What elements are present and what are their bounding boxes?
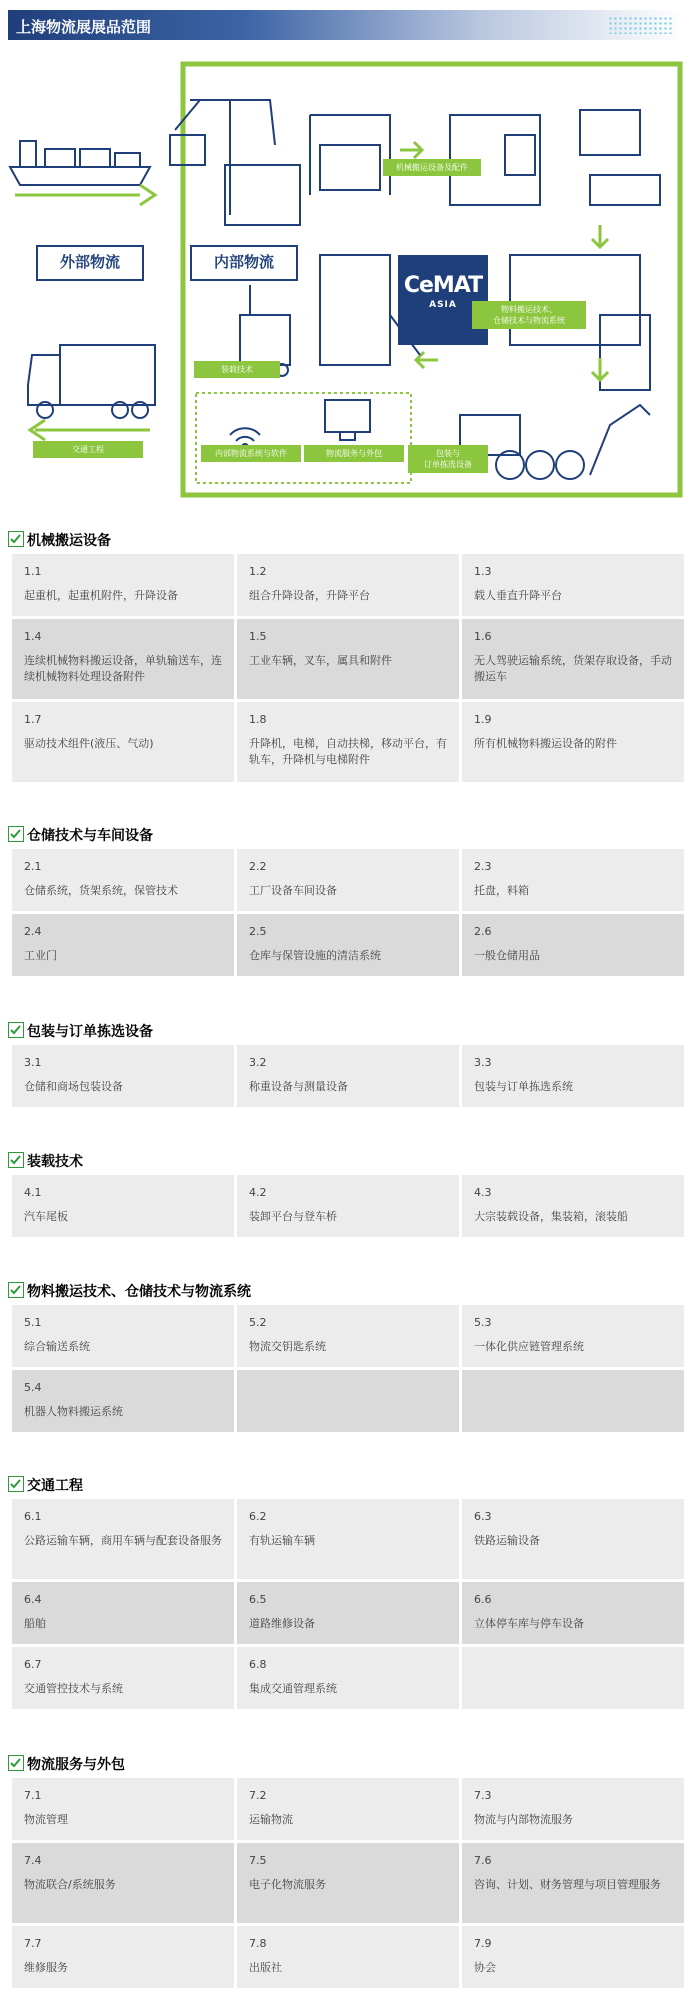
- category-cell: [462, 702, 684, 782]
- section-header: [8, 1279, 684, 1301]
- category-number: 7.9: [474, 1937, 492, 1950]
- category-cell: [462, 1843, 684, 1923]
- category-number: 6.7: [24, 1658, 42, 1671]
- section-grid: [12, 1305, 684, 1432]
- section-title: 物料搬运技术、仓储技术与物流系统: [27, 1284, 251, 1300]
- label-services: 物流服务与外包: [304, 445, 404, 462]
- category-number: 6.5: [249, 1593, 267, 1606]
- monitor-icon: [325, 400, 370, 440]
- category-number: 7.1: [24, 1789, 42, 1802]
- category-cell: [462, 1175, 684, 1237]
- category-text: 连续机械物料搬运设备，单轨输送车，连续机械物料处理设备附件: [24, 654, 222, 683]
- checkbox-icon: [8, 826, 24, 842]
- category-cell: [12, 1647, 234, 1709]
- category-text: 载人垂直升降平台: [474, 589, 562, 602]
- section-header: [8, 1752, 684, 1774]
- category-cell: [237, 849, 459, 911]
- category-cell: [237, 1305, 459, 1367]
- category-number: 1.6: [474, 630, 492, 643]
- section-1: [8, 528, 684, 766]
- category-text: 无人驾驶运输系统，货架存取设备，手动搬运车: [474, 654, 672, 683]
- category-cell: [462, 1045, 684, 1107]
- category-cell: [12, 1778, 234, 1840]
- category-cell: [12, 1175, 234, 1237]
- label-material-handling: [472, 301, 586, 329]
- category-cell: [237, 914, 459, 976]
- category-text: 一体化供应链管理系统: [474, 1340, 584, 1353]
- category-cell: [237, 1370, 459, 1432]
- section-title: 包装与订单拣选设备: [27, 1024, 153, 1040]
- label-material-handling-line2: 仓储技术与物流系统: [493, 316, 565, 325]
- section-grid: [12, 1045, 684, 1107]
- section-grid: [12, 1778, 684, 1988]
- category-text: 出版社: [249, 1961, 282, 1974]
- category-text: 道路维修设备: [249, 1617, 315, 1630]
- category-cell: [462, 554, 684, 616]
- category-text: 铁路运输设备: [474, 1534, 540, 1547]
- category-number: 2.2: [249, 860, 267, 873]
- category-number: 1.2: [249, 565, 267, 578]
- category-text: 组合升降设备，升降平台: [249, 589, 370, 602]
- category-number: 5.2: [249, 1316, 267, 1329]
- category-number: 7.4: [24, 1854, 42, 1867]
- category-text: 集成交通管理系统: [249, 1682, 337, 1695]
- category-cell: [12, 914, 234, 976]
- category-number: 6.2: [249, 1510, 267, 1523]
- category-number: 1.1: [24, 565, 42, 578]
- category-cell: [462, 914, 684, 976]
- category-number: 3.1: [24, 1056, 42, 1069]
- category-cell: [12, 1045, 234, 1107]
- section-title: 交通工程: [27, 1478, 83, 1494]
- label-mech-handling: 机械搬运设备及配件: [383, 159, 481, 176]
- checkbox-icon: [8, 531, 24, 547]
- category-cell: [237, 1926, 459, 1988]
- category-text: 汽车尾板: [24, 1210, 68, 1223]
- label-it-software: 内部物流系统与软件: [201, 445, 301, 462]
- category-cell: [237, 619, 459, 699]
- section-header: [8, 528, 684, 550]
- category-number: 2.4: [24, 925, 42, 938]
- label-packaging: [408, 445, 488, 473]
- category-text: 物流与内部物流服务: [474, 1813, 573, 1826]
- category-cell: [12, 1926, 234, 1988]
- cemat-logo: [398, 255, 488, 345]
- category-number: 1.4: [24, 630, 42, 643]
- category-number: 7.2: [249, 1789, 267, 1802]
- category-text: 物流管理: [24, 1813, 68, 1826]
- category-text: 所有机械物料搬运设备的附件: [474, 737, 617, 750]
- label-traffic: 交通工程: [33, 441, 143, 458]
- category-cell: [12, 619, 234, 699]
- section-title: 装载技术: [27, 1154, 83, 1170]
- category-cell: [12, 1305, 234, 1367]
- ship-icon: [10, 141, 150, 185]
- category-number: 5.1: [24, 1316, 42, 1329]
- category-number: 2.3: [474, 860, 492, 873]
- category-number: 6.6: [474, 1593, 492, 1606]
- category-number: 1.8: [249, 713, 267, 726]
- category-cell: [237, 554, 459, 616]
- checkbox-icon: [8, 1282, 24, 1298]
- checkbox-icon: [8, 1022, 24, 1038]
- section-title: 机械搬运设备: [27, 533, 111, 549]
- category-number: 6.1: [24, 1510, 42, 1523]
- category-text: 工厂设备车间设备: [249, 884, 337, 897]
- category-text: 仓库与保管设施的清洁系统: [249, 949, 381, 962]
- section-header: [8, 1019, 684, 1041]
- category-cell: [12, 554, 234, 616]
- category-number: 5.4: [24, 1381, 42, 1394]
- category-text: 综合输送系统: [24, 1340, 90, 1353]
- category-cell: [237, 1843, 459, 1923]
- category-number: 1.5: [249, 630, 267, 643]
- category-cell: [12, 1843, 234, 1923]
- category-number: 1.7: [24, 713, 42, 726]
- category-text: 交通管控技术与系统: [24, 1682, 123, 1695]
- section-grid: [12, 1175, 684, 1237]
- section-grid: [12, 1499, 684, 1709]
- internal-logistics-label: 内部物流: [190, 245, 298, 281]
- category-text: 大宗装载设备，集装箱，滚装船: [474, 1210, 628, 1223]
- label-material-handling-line1: 物料搬运技术、: [501, 305, 557, 314]
- category-text: 升降机，电梯，自动扶梯，移动平台，有轨车，升降机与电梯附件: [249, 737, 447, 766]
- checkbox-icon: [8, 1755, 24, 1771]
- cemat-logo-subtext: ASIA: [429, 300, 457, 310]
- category-text: 立体停车库与停车设备: [474, 1617, 584, 1630]
- title-bar: [8, 10, 684, 40]
- category-text: 物流联合/系统服务: [24, 1878, 116, 1891]
- section-2: [8, 823, 684, 962]
- category-cell: [462, 1370, 684, 1432]
- section-header: [8, 1473, 684, 1495]
- category-number: 5.3: [474, 1316, 492, 1329]
- category-text: 公路运输车辆，商用车辆与配套设备服务: [24, 1534, 222, 1547]
- category-cell: [12, 849, 234, 911]
- category-cell: [462, 1305, 684, 1367]
- category-cell: [462, 1778, 684, 1840]
- section-7: [8, 1752, 684, 1974]
- category-cell: [462, 619, 684, 699]
- category-cell: [237, 1045, 459, 1107]
- category-number: 2.6: [474, 925, 492, 938]
- cemat-logo-text: CeMAT: [403, 273, 483, 298]
- category-number: 6.8: [249, 1658, 267, 1671]
- category-cell: [237, 1175, 459, 1237]
- category-cell: [237, 1499, 459, 1579]
- crane-icon: [170, 100, 390, 225]
- category-text: 工业门: [24, 949, 57, 962]
- section-4: [8, 1149, 684, 1223]
- category-text: 运输物流: [249, 1813, 293, 1826]
- label-packaging-line2: 订单拣选设备: [424, 460, 472, 469]
- category-cell: [237, 1778, 459, 1840]
- category-text: 装卸平台与登车桥: [249, 1210, 337, 1223]
- category-cell: [12, 1582, 234, 1644]
- section-title: 物流服务与外包: [27, 1757, 125, 1773]
- category-text: 咨询、计划、财务管理与项目管理服务: [474, 1878, 661, 1891]
- section-header: [8, 823, 684, 845]
- truck-icon: [28, 345, 155, 418]
- category-cell: [237, 702, 459, 782]
- section-3: [8, 1019, 684, 1093]
- checkbox-icon: [8, 1476, 24, 1492]
- category-text: 一般仓储用品: [474, 949, 540, 962]
- category-cell: [237, 1647, 459, 1709]
- category-number: 7.7: [24, 1937, 42, 1950]
- category-text: 协会: [474, 1961, 496, 1974]
- page-title: 上海物流展展品范围: [16, 18, 152, 36]
- category-number: 4.2: [249, 1186, 267, 1199]
- category-number: 4.3: [474, 1186, 492, 1199]
- category-number: 2.5: [249, 925, 267, 938]
- category-number: 1.3: [474, 565, 492, 578]
- section-grid: [12, 554, 684, 782]
- category-cell: [462, 1647, 684, 1709]
- category-cell: [462, 1582, 684, 1644]
- category-number: 6.4: [24, 1593, 42, 1606]
- category-text: 托盘，料箱: [474, 884, 529, 897]
- category-text: 工业车辆，叉车，属具和附件: [249, 654, 392, 667]
- section-6: [8, 1473, 684, 1695]
- category-number: 7.8: [249, 1937, 267, 1950]
- category-text: 起重机，起重机附件，升降设备: [24, 589, 178, 602]
- category-cell: [12, 1370, 234, 1432]
- warehouse-icon: [450, 110, 660, 390]
- logistics-diagram: [0, 55, 695, 505]
- category-number: 7.5: [249, 1854, 267, 1867]
- category-text: 有轨运输车辆: [249, 1534, 315, 1547]
- external-logistics-label: 外部物流: [36, 245, 144, 281]
- category-number: 6.3: [474, 1510, 492, 1523]
- label-packaging-line1: 包装与: [436, 449, 460, 458]
- category-number: 7.3: [474, 1789, 492, 1802]
- category-text: 船舶: [24, 1617, 46, 1630]
- label-loading: 装载技术: [194, 361, 280, 378]
- category-cell: [12, 1499, 234, 1579]
- category-cell: [12, 702, 234, 782]
- category-text: 维修服务: [24, 1961, 68, 1974]
- section-header: [8, 1149, 684, 1171]
- category-text: 称重设备与测量设备: [249, 1080, 348, 1093]
- category-number: 7.6: [474, 1854, 492, 1867]
- section-grid: [12, 849, 684, 976]
- checkbox-icon: [8, 1152, 24, 1168]
- category-text: 物流交钥匙系统: [249, 1340, 326, 1353]
- category-number: 3.3: [474, 1056, 492, 1069]
- category-number: 3.2: [249, 1056, 267, 1069]
- category-cell: [462, 1926, 684, 1988]
- category-cell: [237, 1582, 459, 1644]
- category-number: 2.1: [24, 860, 42, 873]
- category-text: 仓储和商场包装设备: [24, 1080, 123, 1093]
- category-text: 包装与订单拣选系统: [474, 1080, 573, 1093]
- category-cell: [462, 849, 684, 911]
- category-number: 1.9: [474, 713, 492, 726]
- dot-pattern: [608, 16, 674, 34]
- category-cell: [462, 1499, 684, 1579]
- category-text: 电子化物流服务: [249, 1878, 326, 1891]
- section-title: 仓储技术与车间设备: [27, 828, 153, 844]
- category-text: 驱动技术组件(液压、气动): [24, 737, 154, 750]
- section-5: [8, 1279, 684, 1418]
- category-text: 机器人物料搬运系统: [24, 1405, 123, 1418]
- category-number: 4.1: [24, 1186, 42, 1199]
- robot-icon: [460, 405, 650, 479]
- category-text: 仓储系统，货架系统，保管技术: [24, 884, 178, 897]
